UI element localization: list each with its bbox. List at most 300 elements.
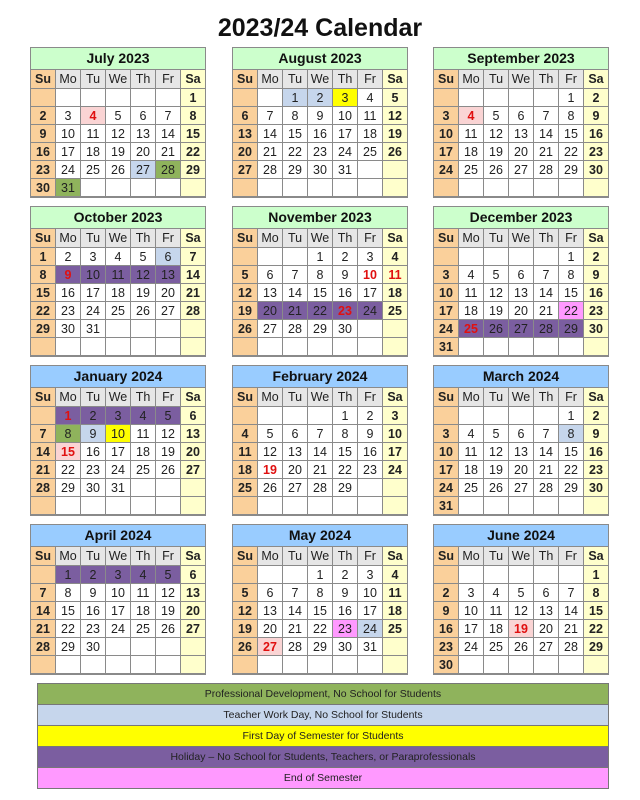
- month-february-2024: [232, 365, 408, 516]
- empty-cell: [383, 638, 407, 656]
- day-cell: 8: [283, 107, 308, 125]
- month-title: August 2023: [233, 48, 407, 70]
- day-cell: 26: [383, 143, 407, 161]
- day-cell: 1: [308, 248, 333, 266]
- empty-cell: [106, 179, 131, 197]
- day-cell: 19: [484, 461, 509, 479]
- empty-cell: [434, 89, 459, 107]
- day-cell: 24: [434, 161, 459, 179]
- day-cell: 22: [308, 620, 333, 638]
- weekday-header: Tu: [81, 229, 106, 248]
- day-cell: 25: [233, 479, 258, 497]
- empty-cell: [358, 320, 383, 338]
- day-cell: 23: [584, 461, 608, 479]
- weekday-header: Fr: [156, 70, 181, 89]
- day-cell: 13: [509, 125, 534, 143]
- day-cell: 18: [484, 620, 509, 638]
- month-grid: [434, 547, 608, 674]
- day-cell: 28: [308, 479, 333, 497]
- empty-cell: [308, 338, 333, 356]
- day-cell: 10: [358, 266, 383, 284]
- weekday-header: We: [509, 547, 534, 566]
- empty-cell: [181, 479, 205, 497]
- day-cell: 2: [31, 107, 56, 125]
- day-cell: 29: [56, 638, 81, 656]
- day-cell: 28: [283, 638, 308, 656]
- empty-cell: [131, 338, 156, 356]
- weekday-header: Sa: [181, 70, 205, 89]
- day-cell: 17: [434, 302, 459, 320]
- day-cell: 16: [333, 284, 358, 302]
- day-cell: 8: [559, 425, 584, 443]
- empty-cell: [106, 656, 131, 674]
- empty-cell: [283, 179, 308, 197]
- day-cell: 18: [233, 461, 258, 479]
- weekday-header: We: [509, 388, 534, 407]
- empty-cell: [156, 320, 181, 338]
- day-cell: 17: [358, 602, 383, 620]
- day-cell: 9: [56, 266, 81, 284]
- weekday-header: Mo: [56, 388, 81, 407]
- day-cell: 1: [559, 407, 584, 425]
- empty-cell: [131, 638, 156, 656]
- day-cell: 8: [308, 584, 333, 602]
- empty-cell: [106, 89, 131, 107]
- empty-cell: [106, 497, 131, 515]
- day-cell: 17: [358, 284, 383, 302]
- month-title: January 2024: [31, 366, 205, 388]
- day-cell: 9: [308, 107, 333, 125]
- weekday-header: Tu: [484, 388, 509, 407]
- day-cell: 28: [181, 302, 205, 320]
- empty-cell: [434, 566, 459, 584]
- day-cell: 9: [81, 584, 106, 602]
- day-cell: 5: [484, 266, 509, 284]
- day-cell: 11: [106, 266, 131, 284]
- empty-cell: [484, 656, 509, 674]
- month-grid: [233, 70, 407, 197]
- day-cell: 18: [459, 302, 484, 320]
- empty-cell: [559, 497, 584, 515]
- empty-cell: [484, 338, 509, 356]
- empty-cell: [106, 638, 131, 656]
- empty-cell: [459, 89, 484, 107]
- empty-cell: [31, 338, 56, 356]
- empty-cell: [233, 497, 258, 515]
- weekday-header: Mo: [56, 229, 81, 248]
- empty-cell: [484, 497, 509, 515]
- day-cell: 25: [484, 638, 509, 656]
- day-cell: 28: [258, 161, 283, 179]
- day-cell: 15: [181, 125, 205, 143]
- day-cell: 6: [233, 107, 258, 125]
- day-cell: 5: [484, 425, 509, 443]
- day-cell: 9: [434, 602, 459, 620]
- day-cell: 5: [484, 107, 509, 125]
- day-cell: 8: [559, 107, 584, 125]
- day-cell: 14: [156, 125, 181, 143]
- day-cell: 31: [56, 179, 81, 197]
- day-cell: 21: [534, 302, 559, 320]
- day-cell: 24: [333, 143, 358, 161]
- day-cell: 21: [31, 461, 56, 479]
- empty-cell: [534, 566, 559, 584]
- empty-cell: [31, 497, 56, 515]
- weekday-header: We: [509, 229, 534, 248]
- day-cell: 15: [559, 443, 584, 461]
- empty-cell: [156, 656, 181, 674]
- empty-cell: [584, 656, 608, 674]
- weekday-header: Su: [233, 547, 258, 566]
- month-title: November 2023: [233, 207, 407, 229]
- day-cell: 15: [308, 602, 333, 620]
- weekday-header: Fr: [156, 547, 181, 566]
- day-cell: 2: [81, 566, 106, 584]
- empty-cell: [509, 338, 534, 356]
- empty-cell: [559, 656, 584, 674]
- day-cell: 8: [559, 266, 584, 284]
- day-cell: 15: [56, 443, 81, 461]
- day-cell: 10: [106, 425, 131, 443]
- month-title: February 2024: [233, 366, 407, 388]
- day-cell: 14: [283, 602, 308, 620]
- weekday-header: Su: [434, 70, 459, 89]
- weekday-header: Su: [233, 229, 258, 248]
- weekday-header: Tu: [81, 70, 106, 89]
- day-cell: 6: [283, 425, 308, 443]
- day-cell: 24: [106, 620, 131, 638]
- day-cell: 16: [56, 284, 81, 302]
- empty-cell: [258, 179, 283, 197]
- empty-cell: [258, 338, 283, 356]
- month-title: May 2024: [233, 525, 407, 547]
- day-cell: 10: [358, 584, 383, 602]
- month-september-2023: [433, 47, 609, 198]
- day-cell: 11: [459, 125, 484, 143]
- day-cell: 24: [106, 461, 131, 479]
- day-cell: 7: [181, 248, 205, 266]
- day-cell: 7: [308, 425, 333, 443]
- day-cell: 18: [106, 284, 131, 302]
- day-cell: 31: [333, 161, 358, 179]
- day-cell: 23: [358, 461, 383, 479]
- empty-cell: [358, 179, 383, 197]
- day-cell: 21: [283, 302, 308, 320]
- day-cell: 27: [156, 302, 181, 320]
- day-cell: 26: [106, 161, 131, 179]
- day-cell: 21: [258, 143, 283, 161]
- empty-cell: [233, 179, 258, 197]
- day-cell: 1: [56, 407, 81, 425]
- day-cell: 18: [459, 143, 484, 161]
- day-cell: 3: [106, 566, 131, 584]
- day-cell: 14: [181, 266, 205, 284]
- empty-cell: [233, 338, 258, 356]
- day-cell: 19: [233, 620, 258, 638]
- day-cell: 16: [584, 284, 608, 302]
- day-cell: 25: [131, 620, 156, 638]
- day-cell: 12: [156, 425, 181, 443]
- day-cell: 14: [534, 443, 559, 461]
- day-cell: 1: [559, 89, 584, 107]
- day-cell: 21: [31, 620, 56, 638]
- day-cell: 3: [358, 566, 383, 584]
- empty-cell: [534, 179, 559, 197]
- empty-cell: [509, 179, 534, 197]
- weekday-header: Sa: [584, 547, 608, 566]
- day-cell: 7: [283, 266, 308, 284]
- day-cell: 22: [559, 461, 584, 479]
- day-cell: 5: [233, 584, 258, 602]
- legend-professional-development: Professional Development, No School for Students: [38, 684, 608, 705]
- weekday-header: Sa: [383, 229, 407, 248]
- empty-cell: [283, 497, 308, 515]
- day-cell: 3: [459, 584, 484, 602]
- day-cell: 11: [131, 584, 156, 602]
- day-cell: 4: [459, 425, 484, 443]
- day-cell: 5: [106, 107, 131, 125]
- empty-cell: [434, 407, 459, 425]
- day-cell: 23: [584, 143, 608, 161]
- month-title: June 2024: [434, 525, 608, 547]
- day-cell: 12: [131, 266, 156, 284]
- weekday-header: Fr: [559, 70, 584, 89]
- day-cell: 23: [56, 302, 81, 320]
- day-cell: 23: [31, 161, 56, 179]
- month-title: April 2024: [31, 525, 205, 547]
- weekday-header: Th: [534, 388, 559, 407]
- day-cell: 19: [106, 143, 131, 161]
- day-cell: 12: [156, 584, 181, 602]
- day-cell: 25: [459, 479, 484, 497]
- day-cell: 2: [584, 89, 608, 107]
- empty-cell: [106, 320, 131, 338]
- day-cell: 23: [81, 620, 106, 638]
- day-cell: 30: [308, 161, 333, 179]
- day-cell: 20: [181, 443, 205, 461]
- day-cell: 28: [534, 320, 559, 338]
- day-cell: 31: [106, 479, 131, 497]
- day-cell: 11: [383, 266, 407, 284]
- weekday-header: Th: [333, 388, 358, 407]
- empty-cell: [131, 320, 156, 338]
- day-cell: 20: [283, 461, 308, 479]
- empty-cell: [258, 566, 283, 584]
- day-cell: 22: [56, 620, 81, 638]
- day-cell: 28: [156, 161, 181, 179]
- month-grid: [31, 229, 205, 356]
- weekday-header: Sa: [181, 388, 205, 407]
- day-cell: 6: [131, 107, 156, 125]
- day-cell: 1: [181, 89, 205, 107]
- day-cell: 2: [584, 407, 608, 425]
- day-cell: 2: [308, 89, 333, 107]
- empty-cell: [283, 656, 308, 674]
- day-cell: 5: [156, 407, 181, 425]
- day-cell: 18: [358, 125, 383, 143]
- day-cell: 19: [258, 461, 283, 479]
- weekday-header: We: [509, 70, 534, 89]
- weekday-header: Mo: [258, 229, 283, 248]
- weekday-header: Su: [233, 70, 258, 89]
- day-cell: 29: [559, 161, 584, 179]
- month-january-2024: [30, 365, 206, 516]
- day-cell: 22: [31, 302, 56, 320]
- empty-cell: [131, 656, 156, 674]
- day-cell: 7: [156, 107, 181, 125]
- day-cell: 22: [584, 620, 608, 638]
- weekday-header: Sa: [383, 70, 407, 89]
- empty-cell: [383, 179, 407, 197]
- weekday-header: Tu: [283, 229, 308, 248]
- day-cell: 23: [434, 638, 459, 656]
- day-cell: 4: [106, 248, 131, 266]
- day-cell: 8: [181, 107, 205, 125]
- day-cell: 3: [383, 407, 407, 425]
- month-grid: [233, 547, 407, 674]
- day-cell: 5: [383, 89, 407, 107]
- empty-cell: [584, 179, 608, 197]
- weekday-header: Mo: [459, 547, 484, 566]
- day-cell: 8: [31, 266, 56, 284]
- day-cell: 22: [333, 461, 358, 479]
- weekday-header: Th: [534, 229, 559, 248]
- month-title: September 2023: [434, 48, 608, 70]
- empty-cell: [333, 656, 358, 674]
- day-cell: 7: [534, 266, 559, 284]
- weekday-header: Fr: [559, 229, 584, 248]
- day-cell: 15: [559, 284, 584, 302]
- day-cell: 26: [484, 320, 509, 338]
- day-cell: 13: [258, 284, 283, 302]
- day-cell: 19: [484, 143, 509, 161]
- weekday-header: Th: [333, 229, 358, 248]
- day-cell: 28: [534, 161, 559, 179]
- day-cell: 20: [509, 143, 534, 161]
- month-may-2024: [232, 524, 408, 675]
- empty-cell: [434, 179, 459, 197]
- day-cell: 3: [56, 107, 81, 125]
- day-cell: 25: [383, 620, 407, 638]
- empty-cell: [333, 179, 358, 197]
- day-cell: 12: [258, 443, 283, 461]
- day-cell: 27: [283, 479, 308, 497]
- day-cell: 18: [383, 602, 407, 620]
- day-cell: 5: [233, 266, 258, 284]
- day-cell: 27: [181, 620, 205, 638]
- day-cell: 14: [534, 125, 559, 143]
- day-cell: 3: [81, 248, 106, 266]
- empty-cell: [383, 479, 407, 497]
- weekday-header: Sa: [584, 70, 608, 89]
- day-cell: 31: [434, 338, 459, 356]
- weekday-header: We: [308, 388, 333, 407]
- weekday-header: We: [106, 547, 131, 566]
- day-cell: 16: [31, 143, 56, 161]
- day-cell: 24: [434, 320, 459, 338]
- weekday-header: Tu: [81, 547, 106, 566]
- day-cell: 17: [106, 443, 131, 461]
- day-cell: 6: [258, 584, 283, 602]
- day-cell: 3: [434, 425, 459, 443]
- month-april-2024: [30, 524, 206, 675]
- day-cell: 8: [584, 584, 608, 602]
- day-cell: 13: [181, 584, 205, 602]
- day-cell: 16: [358, 443, 383, 461]
- day-cell: 9: [358, 425, 383, 443]
- day-cell: 12: [484, 443, 509, 461]
- day-cell: 29: [308, 638, 333, 656]
- day-cell: 13: [131, 125, 156, 143]
- weekday-header: Tu: [283, 547, 308, 566]
- day-cell: 11: [459, 284, 484, 302]
- day-cell: 4: [233, 425, 258, 443]
- month-grid: [434, 229, 608, 356]
- day-cell: 30: [584, 320, 608, 338]
- weekday-header: Tu: [81, 388, 106, 407]
- day-cell: 13: [181, 425, 205, 443]
- day-cell: 24: [358, 620, 383, 638]
- day-cell: 9: [584, 107, 608, 125]
- day-cell: 29: [308, 320, 333, 338]
- day-cell: 3: [333, 89, 358, 107]
- day-cell: 30: [81, 638, 106, 656]
- day-cell: 12: [106, 125, 131, 143]
- day-cell: 6: [181, 566, 205, 584]
- day-cell: 4: [131, 566, 156, 584]
- legend-teacher-work-day: Teacher Work Day, No School for Students: [38, 705, 608, 726]
- day-cell: 13: [534, 602, 559, 620]
- empty-cell: [459, 338, 484, 356]
- day-cell: 30: [81, 479, 106, 497]
- weekday-header: Mo: [258, 70, 283, 89]
- day-cell: 6: [181, 407, 205, 425]
- weekday-header: Sa: [181, 547, 205, 566]
- weekday-header: Sa: [383, 547, 407, 566]
- day-cell: 6: [156, 248, 181, 266]
- empty-cell: [484, 566, 509, 584]
- day-cell: 7: [258, 107, 283, 125]
- empty-cell: [56, 338, 81, 356]
- day-cell: 30: [333, 320, 358, 338]
- day-cell: 21: [156, 143, 181, 161]
- weekday-header: Th: [131, 70, 156, 89]
- day-cell: 9: [333, 584, 358, 602]
- month-title: December 2023: [434, 207, 608, 229]
- weekday-header: Tu: [283, 388, 308, 407]
- day-cell: 26: [156, 620, 181, 638]
- empty-cell: [509, 89, 534, 107]
- day-cell: 21: [559, 620, 584, 638]
- day-cell: 28: [31, 638, 56, 656]
- day-cell: 21: [283, 620, 308, 638]
- empty-cell: [156, 179, 181, 197]
- weekday-header: Th: [131, 547, 156, 566]
- empty-cell: [534, 338, 559, 356]
- day-cell: 27: [181, 461, 205, 479]
- day-cell: 10: [81, 266, 106, 284]
- day-cell: 19: [156, 602, 181, 620]
- empty-cell: [459, 497, 484, 515]
- day-cell: 1: [584, 566, 608, 584]
- day-cell: 4: [358, 89, 383, 107]
- day-cell: 25: [459, 320, 484, 338]
- day-cell: 3: [106, 407, 131, 425]
- day-cell: 10: [434, 284, 459, 302]
- day-cell: 31: [358, 638, 383, 656]
- day-cell: 25: [81, 161, 106, 179]
- day-cell: 6: [509, 425, 534, 443]
